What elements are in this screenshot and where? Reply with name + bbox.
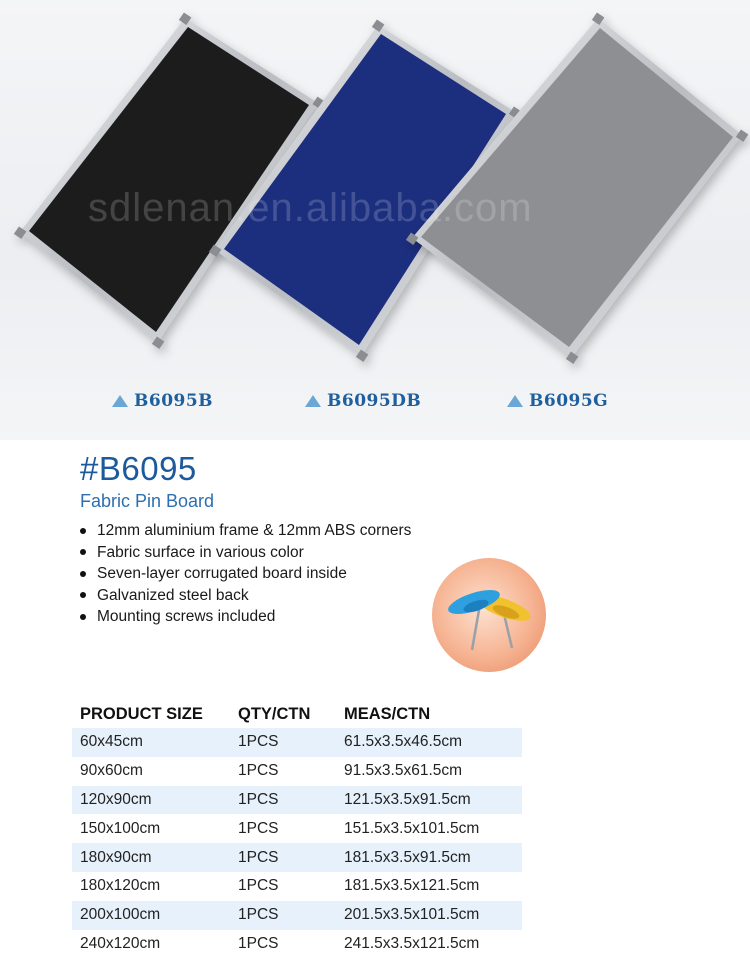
variant-code: B6095G bbox=[529, 391, 609, 411]
size-cell: 150x100cm bbox=[80, 819, 161, 837]
meas-cell: 201.5x3.5x101.5cm bbox=[336, 901, 522, 930]
meas-cell: 181.5x3.5x121.5cm bbox=[344, 877, 480, 895]
meas-cell: 241.5x3.5x121.5cm bbox=[344, 934, 480, 952]
feature-item: 12mm aluminium frame & 12mm ABS corners bbox=[80, 520, 411, 542]
bullet-icon bbox=[80, 528, 86, 534]
qty-cell: 1PCS bbox=[238, 934, 279, 952]
bullet-icon bbox=[80, 549, 86, 555]
triangle-icon bbox=[112, 395, 128, 407]
qty-cell: 1PCS bbox=[230, 901, 336, 930]
push-pin-icon bbox=[424, 550, 554, 680]
triangle-icon bbox=[305, 395, 321, 407]
qty-cell: 1PCS bbox=[238, 762, 279, 780]
size-cell: 90x60cm bbox=[80, 762, 143, 780]
feature-item: Seven-layer corrugated board inside bbox=[80, 563, 411, 585]
column-header: QTY/CTN bbox=[238, 704, 311, 723]
column-header: PRODUCT SIZE bbox=[80, 704, 203, 723]
meas-cell: 91.5x3.5x61.5cm bbox=[344, 762, 463, 780]
table-row bbox=[72, 901, 522, 930]
meas-cell: 151.5x3.5x101.5cm bbox=[344, 819, 480, 837]
size-cell: 200x100cm bbox=[72, 901, 230, 930]
watermark-text: sdlenan.en.alibaba.com bbox=[88, 186, 533, 230]
qty-cell: 1PCS bbox=[230, 728, 336, 757]
feature-list bbox=[80, 520, 411, 628]
column-header: MEAS/CTN bbox=[344, 704, 431, 723]
variant-code: B6095B bbox=[134, 391, 214, 411]
size-cell: 180x90cm bbox=[72, 843, 230, 872]
table-row bbox=[72, 728, 522, 757]
triangle-icon bbox=[507, 395, 523, 407]
table-row bbox=[72, 930, 522, 959]
size-cell: 120x90cm bbox=[72, 786, 230, 815]
qty-cell: 1PCS bbox=[238, 819, 279, 837]
table-header-row bbox=[72, 700, 522, 728]
variant-code: B6095DB bbox=[327, 391, 422, 411]
table-row bbox=[72, 872, 522, 901]
variant-label-dark-blue bbox=[305, 388, 421, 414]
qty-cell: 1PCS bbox=[238, 877, 279, 895]
bullet-icon bbox=[80, 592, 86, 598]
bullet-icon bbox=[80, 571, 86, 577]
feature-item: Galvanized steel back bbox=[80, 585, 411, 607]
product-model: #B6095 bbox=[80, 450, 197, 487]
table-row bbox=[72, 757, 522, 786]
meas-cell: 61.5x3.5x46.5cm bbox=[336, 728, 522, 757]
table-row bbox=[72, 843, 522, 872]
table-row bbox=[72, 786, 522, 815]
bullet-icon bbox=[80, 614, 86, 620]
variant-label-grey bbox=[507, 388, 608, 414]
size-cell: 60x45cm bbox=[72, 728, 230, 757]
product-hero bbox=[0, 0, 750, 440]
feature-item: Mounting screws included bbox=[80, 606, 411, 628]
spec-table bbox=[72, 700, 522, 958]
variant-label-black bbox=[112, 388, 213, 414]
meas-cell: 121.5x3.5x91.5cm bbox=[336, 786, 522, 815]
product-subtitle: Fabric Pin Board bbox=[80, 491, 215, 511]
table-row bbox=[72, 814, 522, 843]
feature-item: Fabric surface in various color bbox=[80, 542, 411, 564]
qty-cell: 1PCS bbox=[230, 786, 336, 815]
meas-cell: 181.5x3.5x91.5cm bbox=[336, 843, 522, 872]
size-cell: 180x120cm bbox=[80, 877, 161, 895]
size-cell: 240x120cm bbox=[80, 934, 161, 952]
qty-cell: 1PCS bbox=[230, 843, 336, 872]
